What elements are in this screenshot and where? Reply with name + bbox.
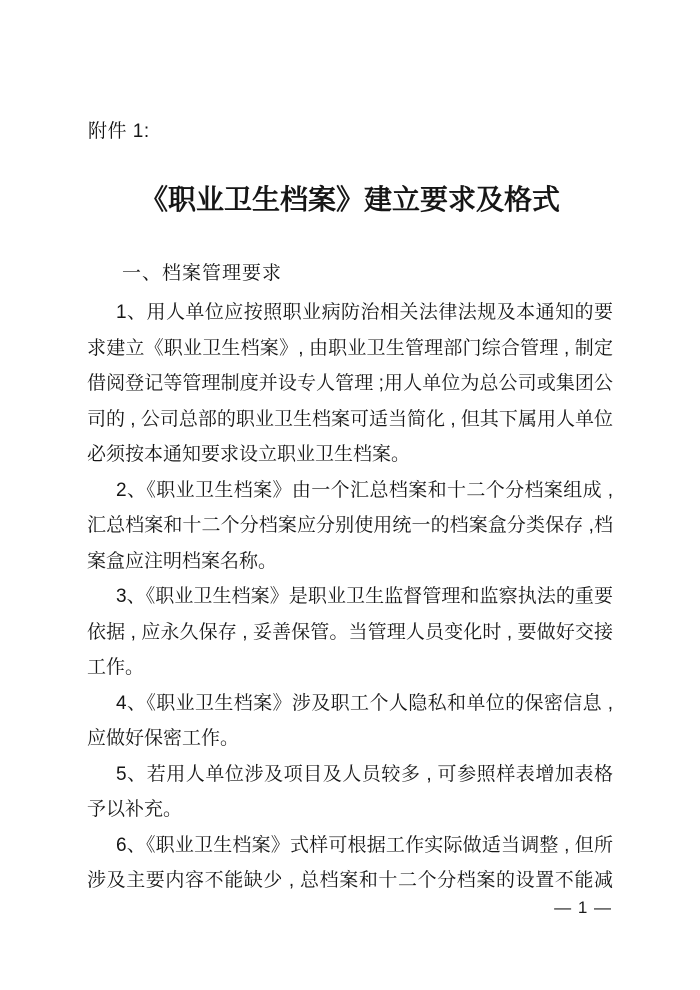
text-line: 2、《职业卫生档案》由一个汇总档案和十二个分档案组成 , bbox=[116, 479, 613, 501]
text-line: 应做好保密工作。 bbox=[87, 728, 240, 749]
text-line: 依据 , 应永久保存 , 妥善保管。当管理人员变化时 , 要做好交接 bbox=[87, 621, 613, 643]
section-heading: 一、档案管理要求 bbox=[122, 263, 283, 284]
attachment-label: 附件 1: bbox=[88, 121, 150, 142]
text-line: 涉及主要内容不能缺少 , 总档案和十二个分档案的设置不能减 bbox=[87, 870, 613, 891]
paragraph-2 bbox=[87, 473, 613, 580]
paragraph-5 bbox=[87, 757, 613, 828]
text-line: 1、用人单位应按照职业病防治相关法律法规及本通知的要 bbox=[116, 302, 613, 323]
paragraph-1 bbox=[87, 295, 613, 473]
text-line: 求建立《职业卫生档案》, 由职业卫生管理部门综合管理 , 制定 bbox=[87, 337, 613, 359]
document-title: 《职业卫生档案》建立要求及格式 bbox=[139, 184, 560, 215]
text-line: 工作。 bbox=[87, 657, 145, 678]
document-body bbox=[87, 295, 613, 899]
text-line: 4、《职业卫生档案》涉及职工个人隐私和单位的保密信息 , bbox=[116, 692, 613, 714]
page-number: — 1 — bbox=[554, 898, 612, 917]
paragraph-4 bbox=[87, 686, 613, 757]
text-line: 案盒应注明档案名称。 bbox=[87, 550, 278, 572]
paragraph-3 bbox=[87, 579, 613, 686]
text-line: 5、若用人单位涉及项目及人员较多 , 可参照样表增加表格 bbox=[116, 763, 613, 785]
text-line: 汇总档案和十二个分档案应分别使用统一的档案盒分类保存 ,档 bbox=[87, 515, 613, 536]
text-line: 借阅登记等管理制度并设专人管理 ;用人单位为总公司或集团公 bbox=[87, 373, 613, 394]
text-line: 司的 , 公司总部的职业卫生档案可适当简化 , 但其下属用人单位 bbox=[87, 408, 613, 430]
text-line: 6、《职业卫生档案》式样可根据工作实际做适当调整 , 但所 bbox=[116, 834, 613, 856]
paragraph-6 bbox=[87, 828, 613, 899]
text-line: 必须按本通知要求设立职业卫生档案。 bbox=[87, 444, 411, 465]
text-line: 予以补充。 bbox=[87, 799, 183, 820]
text-line: 3、《职业卫生档案》是职业卫生监督管理和监察执法的重要 bbox=[116, 586, 613, 607]
